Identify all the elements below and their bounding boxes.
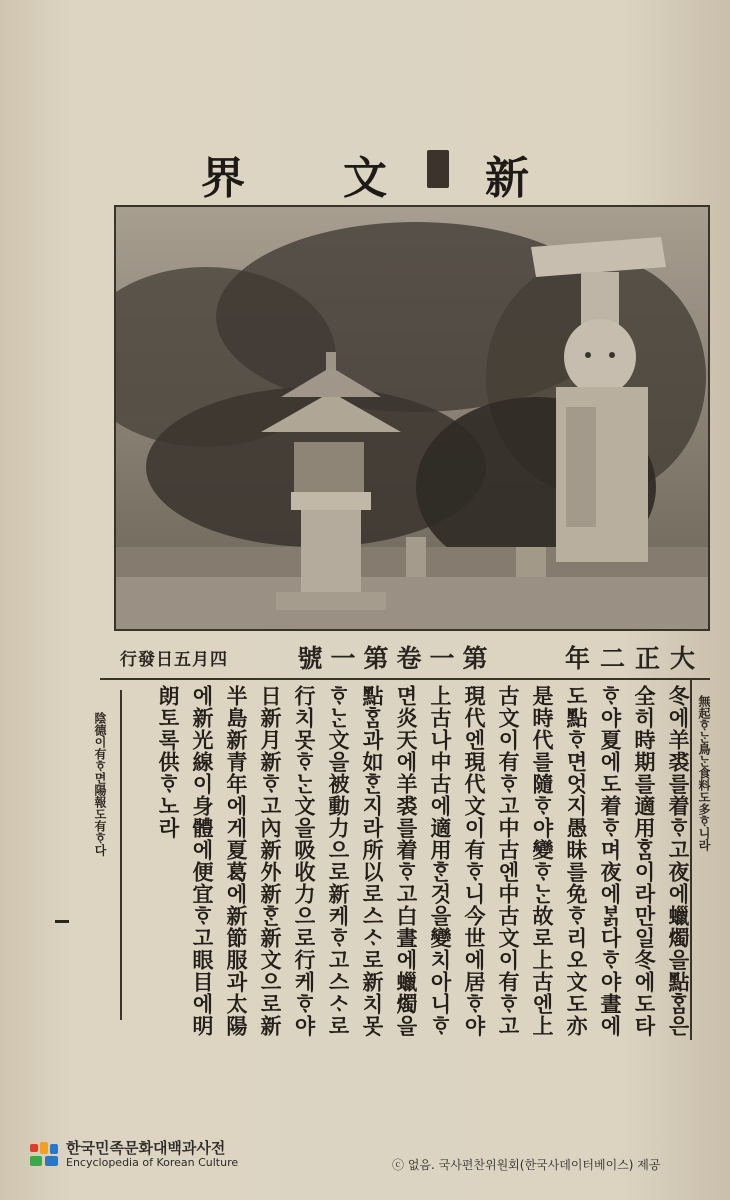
text-column: 上古나中古에適用ᄒᆞᆫ것을變치아니ᄒᆞ: [428, 685, 453, 1037]
title-char-2: 文: [343, 153, 387, 204]
text-column: ᄒᆞᄂᆞᆫ文을被動力으로新케ᄒᆞ고스ᄉᆞ로: [326, 685, 351, 1037]
text-column: 에新光線이身體에便宜ᄒᆞ고眼目에明: [190, 685, 215, 1037]
page-title: [0, 142, 730, 206]
title-seal-mark: [427, 150, 449, 188]
left-column-rule: [120, 690, 122, 1020]
era-year: 年二正大: [564, 644, 705, 673]
encyclopedia-logo[interactable]: [30, 1140, 238, 1169]
text-column: 도點ᄒᆞ면엇지愚昧를免ᄒᆞ리오文도亦: [564, 685, 589, 1037]
text-column: 冬에羊裘를着ᄒᆞ고夜에蠟燭을點ᄒᆞᆷ은: [666, 685, 691, 1037]
issue-dateline: [120, 642, 705, 672]
stone-pagoda-and-buddha-statue-photo-icon: [116, 207, 708, 629]
editorial-text: [135, 685, 695, 1115]
logo-english-name: Encyclopedia of Korean Culture: [66, 1156, 239, 1169]
text-column: 點ᄒᆞᆷ과如ᄒᆞᆫ지라所以로스ᄉᆞ로新치못: [360, 685, 385, 1037]
text-column: 古文이有ᄒᆞ고中古엔中古文이有ᄒᆞ고: [496, 685, 521, 1037]
stone-pagoda-photo: [114, 205, 710, 631]
title-char-3: 新: [485, 153, 529, 204]
publication-date: 行發日五月四: [120, 649, 228, 670]
text-column: 現代엔現代文이有ᄒᆞ니今世에居ᄒᆞ야: [462, 685, 487, 1037]
logo-korean-name: 한국민족문화대백과사전: [66, 1139, 226, 1157]
header-divider: [100, 678, 710, 680]
page-number: [55, 920, 69, 923]
text-column: 日新月新ᄒᆞ고內新外新ᄒᆞᆫ新文으로新: [258, 685, 283, 1037]
text-column: 行치못ᄒᆞᄂᆞᆫ文을吸收力으로行케ᄒᆞ야: [292, 685, 317, 1037]
encyclopedia-logo-icon: [30, 1142, 60, 1168]
text-column: 면炎天에羊裘를着ᄒᆞ고白晝에蠟燭을: [394, 685, 419, 1037]
text-column: ᄒᆞ야夏에도着ᄒᆞ며夜에ᄇᆞᆰ다ᄒᆞ야晝에: [598, 685, 623, 1037]
issue-number: 號一第卷一第: [297, 644, 496, 673]
title-char-1: 界: [201, 153, 245, 204]
text-column: 全히時期를適用ᄒᆞᆷ이라만일冬에도타: [632, 685, 657, 1037]
image-credit: ⓒ 없음. 국사편찬위원회(한국사데이터베이스) 제공: [392, 1158, 661, 1172]
right-margin-proverb: 無起ᄒᆞᄂᆞᆫ鳥ᄂᆞᆫ食料도多ᄒᆞ니라: [697, 695, 711, 851]
left-margin-proverb: 陰德이有ᄒᆞ면陽報도有ᄒᆞ다: [93, 712, 107, 856]
text-column: 朗토록供ᄒᆞ노라: [156, 685, 181, 839]
text-column: 是時代를隨ᄒᆞ야變ᄒᆞᄂᆞᆫ故로上古엔上: [530, 685, 555, 1037]
text-column: 半島新青年에게夏葛에新節服과太陽: [224, 685, 249, 1037]
